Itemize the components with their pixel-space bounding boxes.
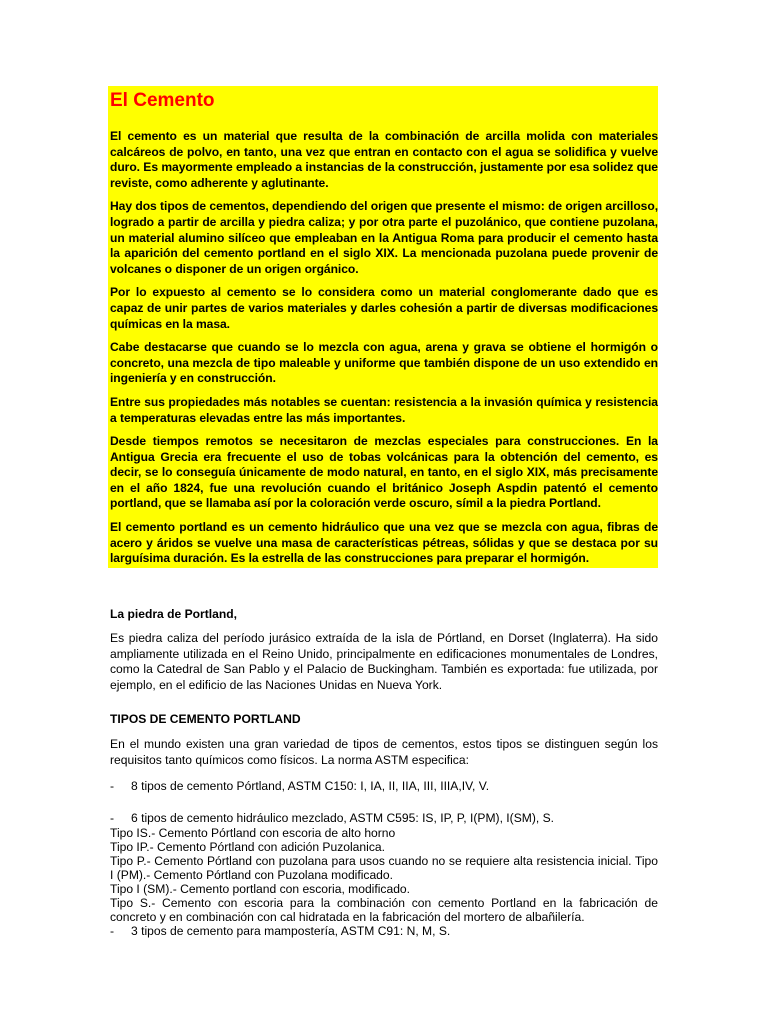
cement-types-heading: TIPOS DE CEMENTO PORTLAND	[110, 712, 301, 727]
tipo-s-line: Tipo S.- Cemento con escoria para la combinación con cemento Portland en la fabricación de concreto y en combinación con cal hidratada en la fabricación del mortero de albañilería.	[110, 895, 658, 924]
portland-stone-heading: La piedra de Portland,	[110, 607, 238, 621]
portland-stone-paragraph: Es piedra caliza del período jurásico extraída de la isla de Pórtland, en Dorset (Inglaterra). Ha sido ampliamente utilizada en el Reino Unido, principalmente en edificaciones monumentales de Londres, como la Catedral de San Pablo y el Palacio de Buckingham. También es exportada: fue utilizada, por ejemplo, en el edificio de las Naciones Unidas en Nueva York.	[110, 631, 658, 692]
paragraph-properties: Entre sus propiedades más notables se cuentan: resistencia a la invasión química y resistencia a temperaturas elevadas entre las más importantes.	[110, 394, 658, 425]
tipo-ism-line: Tipo I (SM).- Cemento portland con escoria, modificado.	[110, 881, 411, 896]
paragraph-conglomerate: Por lo expuesto al cemento se lo considera como un material conglomerante dado que es capaz de unir partes de varios materiales y darles cohesión a partir de diversas modificaciones químicas en la masa.	[110, 285, 658, 331]
document-title: El Cemento	[110, 90, 215, 111]
bullet-dash: -	[110, 923, 115, 938]
bullet-text: 8 tipos de cemento Pórtland, ASTM C150: I, IA, II, IIA, III, IIIA,IV, V.	[131, 778, 490, 793]
paragraph-history: Desde tiempos remotos se necesitaron de mezclas especiales para construcciones. En la Antigua Grecia era frecuente el uso de tobas volcánicas para la obtención del cemento, es decir, se lo conseguía únicamente de modo natural, en tanto, en el siglo XIX, más precisamente en el año 1824, fue una revolución cuando el británico Joseph Aspdin patentó el cemento portland, que se llamaba así por la coloración verde oscuro, símil a la piedra Portland.	[110, 434, 658, 511]
tipo-p-line: Tipo P.- Cemento Pórtland con puzolana para usos cuando no se requiere alta resistencia inicial. Tipo I (PM).- Cemento Pórtland con Puzolana modificado.	[110, 853, 658, 882]
paragraph-definition: El cemento es un material que resulta de la combinación de arcilla molida con materiales calcáreos de polvo, en tanto, una vez que entran en contacto con el agua se solidifica y vuelve duro. Es mayormente empleado a instancias de la construcción, justamente por esa solidez que reviste, como adherente y aglutinante.	[110, 129, 658, 190]
tipo-is-line: Tipo IS.- Cemento Pórtland con escoria de alto horno	[110, 825, 396, 840]
cement-types-intro: En el mundo existen una gran variedad de tipos de cementos, estos tipos se distinguen según los requisitos tanto químicos como físicos. La norma ASTM especifica:	[110, 737, 658, 767]
lower-section	[110, 607, 658, 939]
paragraph-portland-cement: El cemento portland es un cemento hidráulico que una vez que se mezcla con agua, fibras de acero y áridos se vuelve una masa de características pétreas, sólidas y que se destaca por su larguísima duración. Es la estrella de las construcciones para preparar el hormigón.	[110, 520, 658, 566]
bullet-text: 3 tipos de cemento para mampostería, ASTM C91: N, M, S.	[131, 923, 451, 938]
bullet-item-c150	[110, 779, 658, 794]
bullet-item-c595	[110, 811, 658, 826]
paragraph-concrete: Cabe destacarse que cuando se lo mezcla con agua, arena y grava se obtiene el hormigón o concreto, una mezcla de tipo maleable y uniforme que también dispone de un uso extendido en ingeniería y en construcción.	[110, 340, 658, 386]
tipo-ip-line: Tipo IP.- Cemento Pórtland con adición Puzolanica.	[110, 839, 385, 854]
bullet-item-c91	[110, 924, 658, 939]
highlighted-section	[108, 86, 658, 568]
bullet-dash: -	[110, 810, 115, 825]
paragraph-types: Hay dos tipos de cementos, dependiendo del origen que presente el mismo: de origen arcilloso, logrado a partir de arcilla y piedra caliza; y por otra parte el puzolánico, que contiene puzolana, un material alumino silíceo que empleaban en la Antigua Roma para producir el cemento hasta la aparición del cemento portland en el siglo XIX. La mencionada puzolana puede provenir de volcanes o disponer de un origen orgánico.	[110, 199, 658, 276]
bullet-dash: -	[110, 778, 115, 793]
bullet-text: 6 tipos de cemento hidráulico mezclado, ASTM C595: IS, IP, P, I(PM), I(SM), S.	[131, 810, 555, 825]
